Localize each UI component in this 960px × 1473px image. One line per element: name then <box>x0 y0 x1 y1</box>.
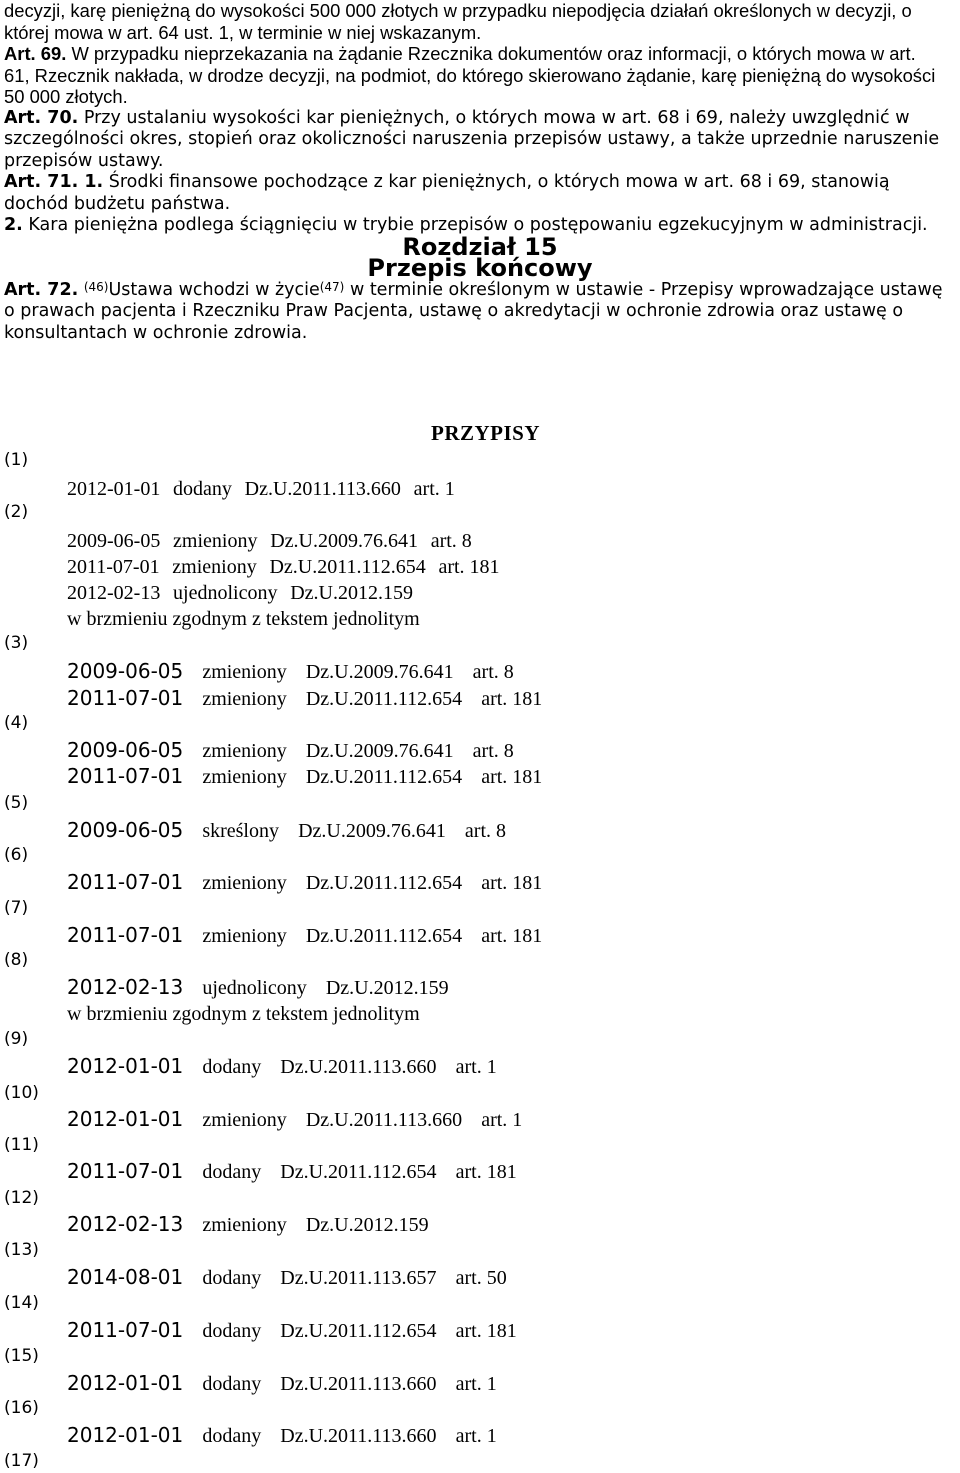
footnote-number: (12) <box>4 1188 39 1208</box>
document-body <box>4 0 956 344</box>
text-line: decyzji, karę pieniężną do wysokości 500 000 złotych w przypadku niepodjęcia działań określonych w decyzji, o <box>4 0 912 21</box>
footnote-date: 2011-07-01 <box>67 1159 184 1183</box>
article-text: Ustawa wchodzi w życie <box>108 279 320 300</box>
footnote-date: 2012-02-13 <box>67 975 184 999</box>
footnote-date: 2011-07-01 <box>67 1318 184 1342</box>
footnote-action: dodany <box>202 1056 262 1078</box>
article-text: w terminie określonym w ustawie - Przepisy wprowadzające ustawę o prawach pacjenta i Rzeczniku Praw Pacjenta, ustawę o akredytacji w ochronie zdrowia oraz ustawę o konsultantach w ochronie zdrowia. <box>4 279 943 343</box>
article-label: Art. 72. <box>4 279 79 300</box>
footnote-entry <box>67 528 472 553</box>
footnote-action: ujednolicony <box>173 582 278 604</box>
footnote-article: art. 8 <box>464 820 506 842</box>
footnote-number: (9) <box>4 1029 29 1049</box>
footnote-reference: Dz.U.2012.159 <box>290 582 413 604</box>
footnote-action: dodany <box>202 1320 262 1342</box>
footnote-action: dodany <box>173 478 232 500</box>
footnote-reference: Dz.U.2009.76.641 <box>270 530 418 552</box>
footnote-action: skreślony <box>202 820 279 842</box>
article-text: W przypadku nieprzekazania na żądanie Rzecznika dokumentów oraz informacji, o których mowa w art. <box>66 43 916 64</box>
footnote-reference: Dz.U.2011.113.657 <box>280 1267 437 1289</box>
footnote-article: art. 1 <box>455 1373 497 1395</box>
footnote-action: zmieniony <box>202 688 287 710</box>
footnote-number: (5) <box>4 793 29 813</box>
footnote-article: art. 50 <box>455 1267 507 1289</box>
footnote-article: art. 181 <box>481 925 543 947</box>
footnote-entry <box>67 818 506 843</box>
footnote-action: dodany <box>202 1161 262 1183</box>
footnote-date: 2012-01-01 <box>67 1371 184 1395</box>
footnote-action: zmieniony <box>202 740 287 762</box>
footnote-date: 2011-07-01 <box>67 764 184 788</box>
footnote-reference: Dz.U.2011.112.654 <box>280 1320 437 1342</box>
footnote-date: 2012-02-13 <box>67 1212 184 1236</box>
text-line: 50 000 złotych. <box>4 86 128 107</box>
footnote-action: zmieniony <box>172 556 257 578</box>
footnote-article: art. 181 <box>481 872 543 894</box>
footnote-date: 2011-07-01 <box>67 686 184 710</box>
article-text: Kara pieniężna podlega ściągnięciu w trybie przepisów o postępowaniu egzekucyjnym w administracji. <box>22 215 928 235</box>
footnote-entry <box>67 738 514 763</box>
article-label: Art. 69. <box>4 43 67 64</box>
chapter-number: Rozdział 15 <box>402 232 558 261</box>
footnote-article: art. 181 <box>481 688 543 710</box>
footnote-article: art. 181 <box>455 1320 517 1342</box>
footnote-article: art. 1 <box>413 478 455 500</box>
footnote-reference: Dz.U.2011.113.660 <box>280 1056 437 1078</box>
article-70 <box>4 108 956 173</box>
footnote-ref[interactable]: (46) <box>83 279 109 294</box>
footnote-reference: Dz.U.2011.112.654 <box>305 766 463 788</box>
footnote-date: 2012-01-01 <box>67 1107 184 1131</box>
footnote-date: 2011-07-01 <box>67 870 184 894</box>
footnote-date: 2012-02-13 <box>67 582 161 604</box>
footnote-article: art. 181 <box>481 766 543 788</box>
footnote-number: (6) <box>4 845 29 865</box>
footnote-date: 2009-06-05 <box>67 530 161 552</box>
footnote-entry <box>67 1107 522 1132</box>
footnote-reference: Dz.U.2011.113.660 <box>305 1109 463 1131</box>
footnote-article: art. 8 <box>430 530 472 552</box>
footnote-number: (14) <box>4 1293 39 1313</box>
footnote-entry <box>67 606 420 631</box>
footnote-number: (10) <box>4 1083 39 1103</box>
footnote-number: (8) <box>4 950 29 970</box>
footnote-entry <box>67 554 500 579</box>
footnote-entry <box>67 1318 517 1343</box>
footnote-action: zmieniony <box>202 766 287 788</box>
article-71 <box>4 172 956 215</box>
footnotes-heading: PRZYPISY <box>431 421 541 445</box>
footnote-number: (1) <box>4 450 29 470</box>
footnote-action: zmieniony <box>202 1109 287 1131</box>
footnote-note: w brzmieniu zgodnym z tekstem jednolitym <box>67 1003 420 1025</box>
footnote-reference: Dz.U.2011.112.654 <box>269 556 426 578</box>
footnote-reference: Dz.U.2011.113.660 <box>280 1373 437 1395</box>
footnote-date: 2011-07-01 <box>67 556 160 578</box>
footnote-entry <box>67 686 542 711</box>
footnote-date: 2012-01-01 <box>67 1423 184 1447</box>
footnote-entry <box>67 1212 429 1237</box>
article-label: Art. 71. 1. <box>4 172 104 192</box>
footnote-article: art. 1 <box>481 1109 523 1131</box>
footnote-entry <box>67 1265 507 1290</box>
footnote-date: 2011-07-01 <box>67 923 184 947</box>
footnote-article: art. 8 <box>472 740 514 762</box>
footnote-article: art. 181 <box>438 556 500 578</box>
article-72 <box>4 280 956 345</box>
footnote-date: 2012-01-01 <box>67 478 161 500</box>
text-line: 61, Rzecznik nakłada, w drodze decyzji, na podmiot, do którego skierowano żądanie, karę pieniężną do wysokości <box>4 64 936 86</box>
footnote-date: 2009-06-05 <box>67 738 184 762</box>
footnote-reference: Dz.U.2011.112.654 <box>305 688 463 710</box>
article-69 <box>4 43 956 65</box>
footnote-note: w brzmieniu zgodnym z tekstem jednolitym <box>67 608 420 630</box>
footnote-reference: Dz.U.2012.159 <box>325 977 449 999</box>
footnote-article: art. 1 <box>455 1425 497 1447</box>
footnote-number: (17) <box>4 1451 39 1471</box>
footnote-action: dodany <box>202 1267 262 1289</box>
footnote-entry <box>67 1001 420 1026</box>
footnote-date: 2014-08-01 <box>67 1265 184 1289</box>
footnote-article: art. 1 <box>455 1056 497 1078</box>
chapter-title: Przepis końcowy <box>367 254 593 282</box>
footnote-reference: Dz.U.2009.76.641 <box>298 820 446 842</box>
footnote-number: (15) <box>4 1346 39 1366</box>
footnote-entry <box>67 870 542 895</box>
footnote-entry <box>67 659 514 684</box>
footnote-number: (11) <box>4 1135 39 1155</box>
text-line: której mowa w art. 64 ust. 1, w terminie w niej wskazanym. <box>4 21 482 43</box>
footnote-action: zmieniony <box>173 530 258 552</box>
footnote-reference: Dz.U.2011.113.660 <box>280 1425 437 1447</box>
footnote-entry <box>67 580 413 605</box>
footnote-reference: Dz.U.2011.112.654 <box>280 1161 437 1183</box>
footnote-action: zmieniony <box>202 872 287 894</box>
footnote-reference: Dz.U.2011.113.660 <box>244 478 401 500</box>
article-label: 2. <box>4 215 23 235</box>
footnote-entry <box>67 923 542 948</box>
footnote-date: 2009-06-05 <box>67 659 184 683</box>
footnote-date: 2012-01-01 <box>67 1054 184 1078</box>
footnote-action: zmieniony <box>202 925 287 947</box>
footnote-reference: Dz.U.2012.159 <box>305 1214 429 1236</box>
footnote-number: (2) <box>4 502 29 522</box>
article-label: Art. 70. <box>4 107 79 128</box>
footnote-reference: Dz.U.2011.112.654 <box>305 872 463 894</box>
footnote-article: art. 181 <box>455 1161 517 1183</box>
footnote-entry <box>67 764 542 789</box>
footnote-number: (4) <box>4 713 29 733</box>
footnote-action: ujednolicony <box>202 977 307 999</box>
footnote-reference: Dz.U.2011.112.654 <box>305 925 463 947</box>
footnote-action: zmieniony <box>202 1214 287 1236</box>
footnote-reference: Dz.U.2009.76.641 <box>305 740 454 762</box>
footnote-number: (13) <box>4 1240 39 1260</box>
article-text: Środki finansowe pochodzące z kar pieniężnych, o których mowa w art. 68 i 69, stanowią dochód budżetu państwa. <box>4 172 890 214</box>
footnote-entry <box>67 1423 497 1448</box>
footnote-date: 2009-06-05 <box>67 818 184 842</box>
footnote-action: dodany <box>202 1425 262 1447</box>
footnote-entry <box>67 1054 497 1079</box>
footnote-number: (16) <box>4 1398 39 1418</box>
footnote-action: dodany <box>202 1373 262 1395</box>
footnote-action: zmieniony <box>202 661 287 683</box>
footnote-reference: Dz.U.2009.76.641 <box>305 661 454 683</box>
footnote-entry <box>67 1371 497 1396</box>
footnote-entry <box>67 476 455 501</box>
footnote-article: art. 8 <box>472 661 514 683</box>
footnote-number: (3) <box>4 633 29 653</box>
article-text: Przy ustalaniu wysokości kar pieniężnych, o których mowa w art. 68 i 69, należy uwzględnić w szczególności okres, stopień oraz okoliczności naruszenia przepisów ustawy, a także uprzednie naruszenie przepisów ustawy. <box>4 107 940 171</box>
footnote-ref[interactable]: (47) <box>319 279 345 294</box>
footnote-number: (7) <box>4 898 29 918</box>
footnote-entry <box>67 1159 517 1184</box>
footnote-entry <box>67 975 449 1000</box>
